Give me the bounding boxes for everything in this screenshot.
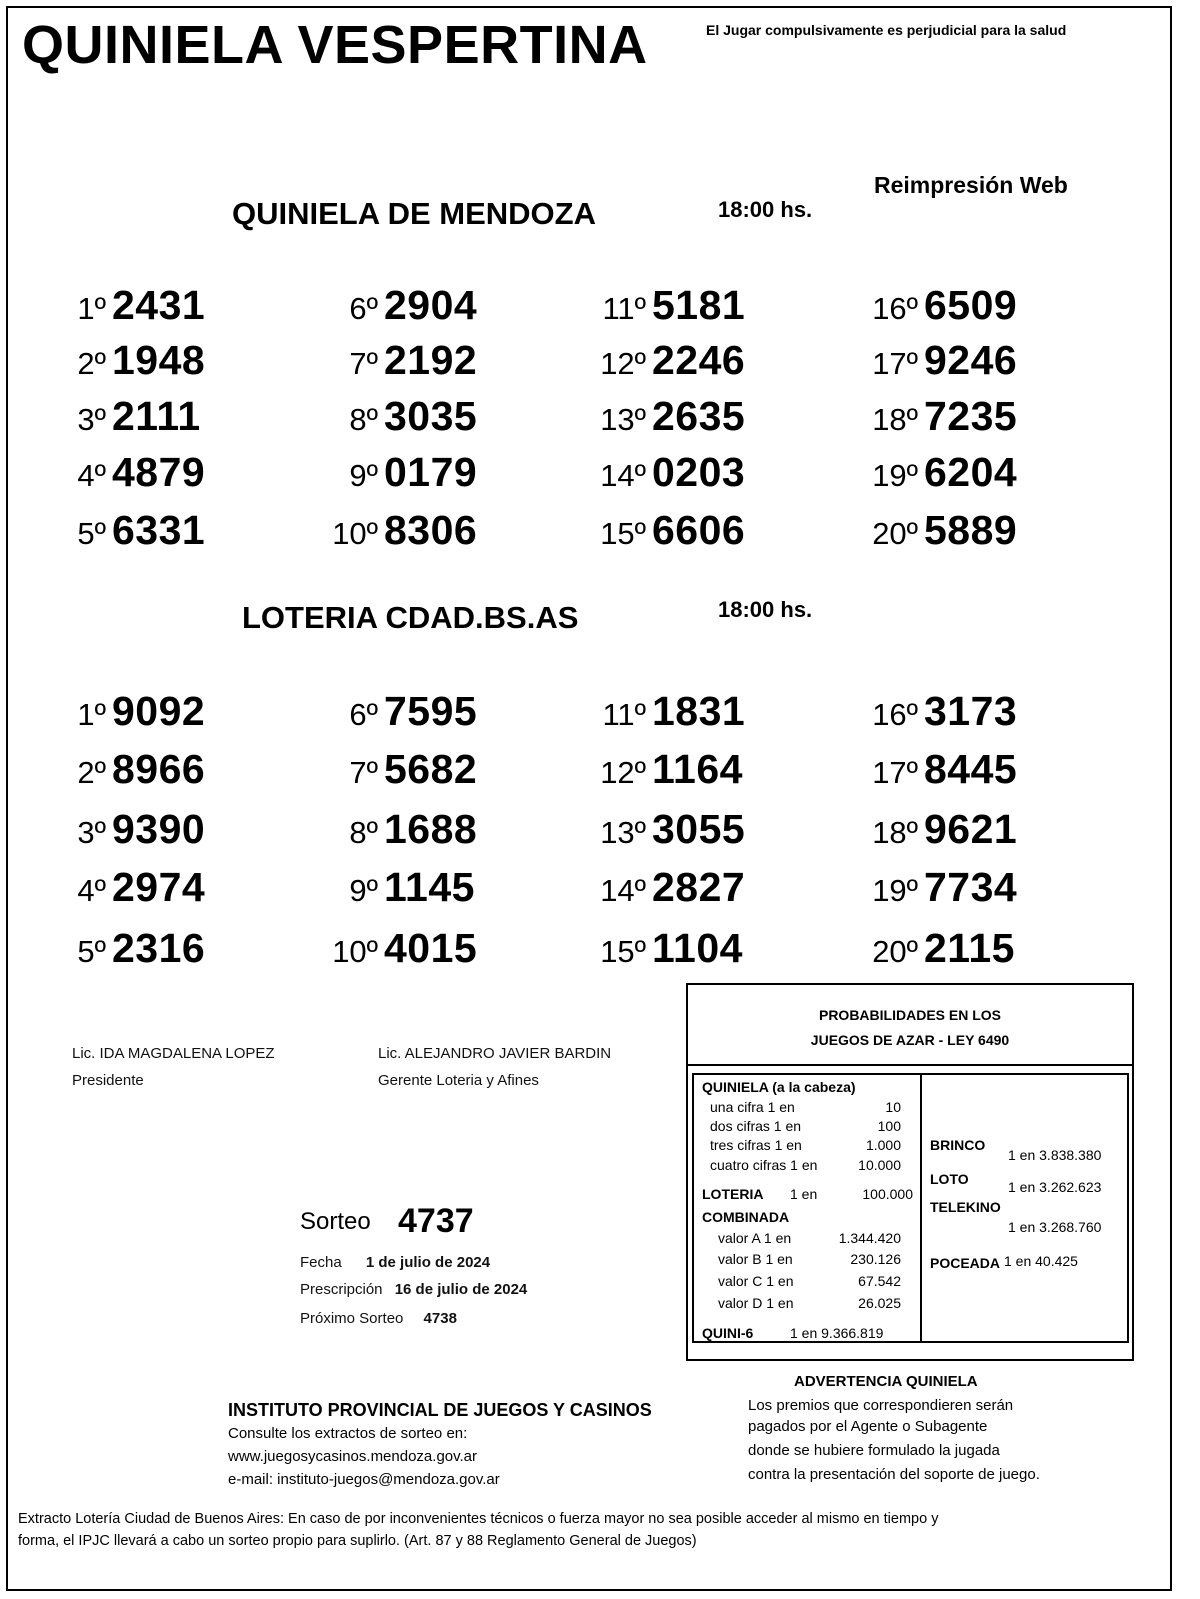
result-position: 9º (349, 458, 378, 493)
result-cell (328, 806, 477, 853)
quiniela-row-value: 100 (877, 1118, 901, 1134)
result-cell (864, 282, 1017, 329)
result-cell (864, 688, 1017, 735)
signature-left (72, 1040, 275, 1094)
result-cell (60, 806, 205, 853)
combinada-row-value: 1.344.420 (838, 1230, 901, 1246)
result-number: 4879 (112, 449, 206, 495)
result-number: 2974 (112, 864, 206, 910)
section-time-mendoza: 18:00 hs. (718, 197, 813, 222)
result-cell (60, 282, 205, 329)
result-number: 6606 (652, 507, 746, 553)
advertencia-title: ADVERTENCIA QUINIELA (794, 1373, 978, 1390)
draw-prescription-label: Prescripción (300, 1281, 383, 1298)
result-number: 9246 (924, 337, 1018, 383)
advertencia-line: contra la presentación del soporte de juego. (748, 1466, 1040, 1483)
result-number: 0179 (384, 449, 478, 495)
result-position: 8º (349, 815, 378, 850)
poceada-value: 1 en 40.425 (1004, 1253, 1078, 1269)
result-cell (60, 925, 205, 972)
result-cell (864, 806, 1017, 853)
section-time-loteria: 18:00 hs. (718, 597, 813, 622)
result-cell (864, 449, 1017, 496)
result-cell (594, 688, 745, 735)
advertencia-line: pagados por el Agente o Subagente (748, 1418, 988, 1435)
probabilities-box (686, 983, 1134, 1361)
institute-title: INSTITUTO PROVINCIAL DE JUEGOS Y CASINOS (228, 1400, 652, 1420)
result-number: 7595 (384, 688, 478, 734)
result-cell (328, 449, 477, 496)
quiniela-row-label: tres cifras 1 en (710, 1137, 802, 1153)
combinada-title: COMBINADA (702, 1209, 790, 1225)
signature-left-role: Presidente (72, 1072, 144, 1089)
result-number: 7734 (924, 864, 1018, 910)
institute-line1: Consulte los extractos de sorteo en: (228, 1425, 468, 1442)
combinada-row-label: valor B 1 en (718, 1251, 793, 1267)
result-cell (864, 393, 1017, 440)
result-number: 9390 (112, 806, 206, 852)
page-title: QUINIELA VESPERTINA (22, 15, 648, 75)
draw-next-label: Próximo Sorteo (300, 1310, 404, 1327)
quiniela-row-value: 10.000 (858, 1157, 901, 1173)
result-cell (594, 746, 743, 793)
result-number: 2904 (384, 282, 478, 328)
institute-website[interactable]: www.juegosycasinos.mendoza.gov.ar (228, 1448, 478, 1465)
combinada-row-value: 67.542 (858, 1273, 901, 1289)
probabilities-heading-line1: PROBABILIDADES EN LOS (818, 1007, 1001, 1023)
result-number: 6509 (924, 282, 1018, 328)
quiniela-row-value: 1.000 (865, 1137, 901, 1153)
signature-right (378, 1040, 611, 1094)
result-position: 18º (872, 815, 918, 850)
result-position: 2º (77, 346, 106, 381)
result-position: 16º (872, 697, 918, 732)
result-number: 3055 (652, 806, 746, 852)
result-cell (594, 282, 745, 329)
quiniela-row-value: 10 (885, 1099, 901, 1115)
result-number: 2431 (112, 282, 206, 328)
result-cell (864, 925, 1015, 972)
result-number: 7235 (924, 393, 1018, 439)
result-position: 20º (872, 934, 918, 969)
result-cell (864, 746, 1017, 793)
result-number: 2115 (924, 925, 1015, 971)
result-position: 9º (349, 873, 378, 908)
result-position: 16º (872, 291, 918, 326)
result-cell (328, 393, 477, 440)
result-position: 6º (349, 697, 378, 732)
combinada-row-label: valor A 1 en (718, 1230, 792, 1246)
result-number: 2246 (652, 337, 746, 383)
result-position: 3º (77, 402, 106, 437)
result-number: 1831 (652, 688, 746, 734)
combinada-row-value: 230.126 (850, 1251, 901, 1267)
signature-right-name: Lic. ALEJANDRO JAVIER BARDIN (378, 1045, 612, 1062)
result-position: 8º (349, 402, 378, 437)
result-position: 11º (602, 291, 646, 326)
result-number: 4015 (384, 925, 478, 971)
brinco-value: 1 en 3.838.380 (1008, 1147, 1102, 1163)
telekino-label: TELEKINO (930, 1199, 1001, 1215)
result-cell (328, 746, 477, 793)
result-cell (60, 746, 205, 793)
result-position: 13º (600, 815, 646, 850)
result-number: 1104 (652, 925, 743, 971)
result-position: 7º (349, 346, 378, 381)
footer-line1: Extracto Lotería Ciudad de Buenos Aires: En caso de por inconvenientes técnicos o fuerza mayor no sea posible acceder al mismo en tiempo y (18, 1511, 939, 1527)
result-position: 3º (77, 815, 106, 850)
result-number: 6204 (924, 449, 1018, 495)
result-number: 1145 (384, 864, 475, 910)
result-cell (328, 925, 477, 972)
result-cell (328, 337, 477, 384)
result-number: 6331 (112, 507, 206, 553)
draw-label: Sorteo (300, 1208, 371, 1235)
draw-prescription: 16 de julio de 2024 (394, 1281, 528, 1298)
result-number: 1164 (652, 746, 743, 792)
loteria-en: 1 en (790, 1186, 818, 1202)
result-position: 18º (872, 402, 918, 437)
result-number: 8445 (924, 746, 1018, 792)
result-position: 10º (332, 516, 378, 551)
result-cell (60, 393, 201, 440)
result-number: 9092 (112, 688, 206, 734)
footer-note (18, 1508, 1158, 1552)
quiniela-row-label: dos cifras 1 en (710, 1118, 802, 1134)
result-position: 14º (600, 458, 646, 493)
draw-date-row (300, 1254, 490, 1271)
result-cell (594, 337, 745, 384)
draw-date-label: Fecha (300, 1254, 342, 1271)
result-position: 19º (872, 873, 918, 908)
draw-next: 4738 (423, 1310, 457, 1327)
result-cell (864, 337, 1017, 384)
result-position: 4º (77, 873, 106, 908)
result-cell (60, 449, 205, 496)
signature-left-name: Lic. IDA MAGDALENA LOPEZ (72, 1045, 275, 1062)
result-position: 5º (77, 934, 106, 969)
result-position: 20º (872, 516, 918, 551)
result-position: 14º (600, 873, 646, 908)
advertencia-line: Los premios que correspondieren serán (748, 1397, 1014, 1414)
health-warning: El Jugar compulsivamente es perjudicial para la salud (706, 22, 1067, 38)
probabilities-heading-line2: JUEGOS DE AZAR - LEY 6490 (810, 1032, 1010, 1048)
probabilities-table (692, 1073, 1129, 1343)
loto-label: LOTO (930, 1171, 969, 1187)
result-cell (594, 925, 743, 972)
section-title-loteria: LOTERIA CDAD.BS.AS (242, 600, 579, 635)
result-position: 17º (872, 346, 918, 381)
result-number: 2827 (652, 864, 746, 910)
result-number: 3035 (384, 393, 478, 439)
loteria-value: 100.000 (862, 1186, 913, 1202)
draw-number: 4737 (398, 1202, 474, 1240)
result-position: 12º (600, 755, 646, 790)
result-position: 1º (77, 291, 106, 326)
result-cell (594, 449, 745, 496)
signature-right-role: Gerente Loteria y Afines (378, 1072, 539, 1089)
result-number: 2316 (112, 925, 206, 971)
quiniela-row-label: una cifra 1 en (710, 1099, 795, 1115)
quiniela-title: QUINIELA (a la cabeza) (702, 1079, 856, 1095)
result-position: 19º (872, 458, 918, 493)
result-position: 4º (77, 458, 106, 493)
probabilities-heading (688, 985, 1132, 1066)
result-position: 1º (77, 697, 106, 732)
footer-line2: forma, el IPJC llevará a cabo un sorteo propio para suplirlo. (Art. 87 y 88 Reglamento General de Juegos) (18, 1533, 697, 1549)
result-number: 5682 (384, 746, 478, 792)
result-position: 10º (332, 934, 378, 969)
advertencia-line: donde se hubiere formulado la jugada (748, 1442, 1000, 1459)
result-position: 2º (77, 755, 106, 790)
result-number: 8966 (112, 746, 206, 792)
result-cell (328, 864, 475, 911)
poceada-label: POCEADA (930, 1255, 1001, 1271)
result-cell (60, 688, 205, 735)
section-title-mendoza: QUINIELA DE MENDOZA (232, 196, 596, 231)
combinada-row-value: 26.025 (858, 1295, 901, 1311)
result-number: 5889 (924, 507, 1018, 553)
result-number: 2635 (652, 393, 746, 439)
draw-prescription-row (300, 1281, 527, 1298)
result-cell (60, 864, 205, 911)
result-number: 2192 (384, 337, 478, 383)
result-cell (594, 806, 745, 853)
result-position: 15º (600, 516, 646, 551)
result-number: 9621 (924, 806, 1018, 852)
result-cell (328, 507, 477, 554)
result-position: 12º (600, 346, 646, 381)
result-position: 7º (349, 755, 378, 790)
result-cell (594, 393, 745, 440)
combinada-row-label: valor D 1 en (718, 1295, 794, 1311)
brinco-label: BRINCO (930, 1137, 986, 1153)
result-position: 5º (77, 516, 106, 551)
result-cell (594, 507, 745, 554)
result-number: 3173 (924, 688, 1018, 734)
result-number: 8306 (384, 507, 478, 553)
result-cell (328, 688, 477, 735)
draw-next-row (300, 1310, 457, 1327)
result-number: 1688 (384, 806, 478, 852)
draw-date: 1 de julio de 2024 (365, 1254, 491, 1271)
result-cell (864, 864, 1017, 911)
loteria-label: LOTERIA (702, 1186, 764, 1202)
result-cell (594, 864, 745, 911)
result-cell (60, 507, 205, 554)
loto-value: 1 en 3.262.623 (1008, 1179, 1102, 1195)
result-number: 2111 (112, 393, 201, 439)
reprint-label: Reimpresión Web (874, 172, 1068, 198)
result-number: 1948 (112, 337, 206, 383)
result-number: 0203 (652, 449, 746, 495)
result-position: 6º (349, 291, 378, 326)
table-divider (920, 1075, 922, 1341)
combinada-row-label: valor C 1 en (718, 1273, 794, 1289)
result-position: 15º (600, 934, 646, 969)
result-cell (864, 507, 1017, 554)
result-cell (328, 282, 477, 329)
result-cell (60, 337, 205, 384)
result-position: 13º (600, 402, 646, 437)
quini6-value: 1 en 9.366.819 (790, 1325, 884, 1341)
quiniela-row-label: cuatro cifras 1 en (710, 1157, 818, 1173)
result-position: 17º (872, 755, 918, 790)
result-number: 5181 (652, 282, 746, 328)
institute-email[interactable]: e-mail: instituto-juegos@mendoza.gov.ar (228, 1471, 500, 1488)
result-position: 11º (602, 697, 646, 732)
telekino-value: 1 en 3.268.760 (1008, 1219, 1102, 1235)
quini6-label: QUINI-6 (702, 1325, 754, 1341)
